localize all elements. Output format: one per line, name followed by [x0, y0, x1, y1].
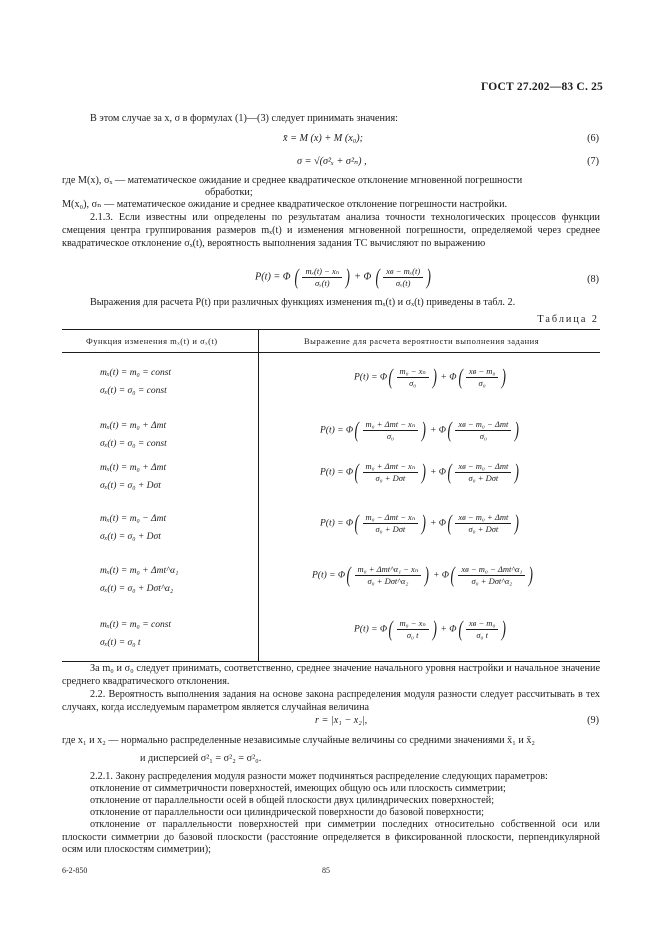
table-cell-function-sigma: σₓ(t) = σ₀ + Dσt — [100, 481, 161, 491]
where-clause-3b: и дисперсией σ²₁ = σ²₂ = σ²₀. — [140, 753, 262, 764]
list-item: отклонение от параллельности осей в общей плоскости двух цилиндрических поверхностей; — [90, 795, 495, 806]
expr-frac2: $\frac{\text{xв − m₀ − Δmt\textasciicircum{}α₁}}{\text{σ₀ + Dσt\textasciicircum{}α₂}}$ — [458, 564, 525, 586]
expr-prefix: P(t) = Φ — [354, 624, 388, 635]
expr-prefix: P(t) = Φ — [354, 372, 388, 383]
table-cell-function-m: mₓ(t) = m₀ + Δmt — [100, 463, 167, 473]
expr-frac2: $\frac{\text{xв − m₀ − Δmt}}{\text{σ₀}}$ — [455, 419, 511, 441]
expr-plus: + Φ — [440, 372, 457, 383]
page-number: 85 — [322, 866, 330, 875]
list-item: отклонение от симметричности поверхностей, имеющих общую ось или плоскость симметрии; — [90, 783, 506, 794]
intro-text: В этом случае за x, σ в формулах (1)—(3) следует принимать значения: — [90, 113, 398, 124]
expr-plus: + Φ — [429, 425, 447, 436]
table-cell-function-m: mₓ(t) = m₀ = const — [100, 368, 172, 378]
paragraph-2-2-1: 2.2.1. Закону распределения модуля разности может подчиняться распределение следующих параметров: — [90, 771, 548, 782]
expr-frac1: $\frac{\text{m₀ − xₙ}}{\text{σ₀ t}}$ — [397, 618, 429, 640]
table-cell-expression: P(t) = Φ( $\frac{\text{m₀ − xₙ}}{\text{σ₀ t}}$ ) + Φ( $\frac{\text{xв − m₀}}{\text{σ₀ t}}$ ) — [354, 616, 507, 642]
paragraph-2-1-3: 2.1.3. Если известны или определены по результатам анализа точности технологических процессов функции смещения центра группирования размеров mₓ(t) и изменения мгновенной погрешности, определяемой через среднее квадратическое отклонение σₓ(t), вероятность выполнения задания ТС вычисляют по выражению — [62, 212, 600, 250]
paragraph-expressions: Выражения для расчета P(t) при различных функциях изменения mₓ(t) и σₓ(t) приведены в табл. 2. — [90, 297, 516, 308]
eq8-frac2: $\frac{\text{xв − mₓ(t)}}{\text{σₓ(t)}}$ — [383, 266, 423, 288]
table-cell-expression: P(t) = Φ( $\frac{\text{m₀ − xₙ}}{\text{σ₀}}$ ) + Φ( $\frac{\text{xв − m₀}}{\text{σ₀}}$ ) — [354, 364, 507, 390]
equation-8: P(t) = Φ ( $\frac{\text{mₓ(t) − xₙ}}{\text{σₓ(t)}}$ ) + Φ ( $\frac{\text{xв − mₓ(t)}}{\text{σₓ(t)}}$ ) — [255, 264, 432, 290]
eq8-frac1: $\frac{\text{mₓ(t) − xₙ}}{\text{σₓ(t)}}$ — [302, 266, 342, 288]
where-clause-1b: обработки; — [205, 187, 253, 198]
expr-frac1: $\frac{\text{m₀ − xₙ}}{\text{σ₀}}$ — [397, 366, 429, 388]
expr-frac2: $\frac{\text{xв − m₀ − Δmt}}{\text{σ₀ + Dσt}}$ — [455, 461, 511, 483]
equation-6: x̄ = M (x) + M (x₀); — [283, 133, 364, 144]
expr-prefix: P(t) = Φ — [320, 518, 354, 529]
equation-9-number: (9) — [587, 715, 599, 726]
list-item: отклонение от параллельности оси цилиндрической поверхности до базовой поверхности; — [90, 807, 485, 818]
table-header-col1: Функция изменения mₓ(t) и σₓ(t) — [86, 336, 218, 346]
table-cell-function-sigma: σₓ(t) = σ₀ = const — [100, 439, 167, 449]
expr-plus: + Φ — [432, 570, 450, 581]
expr-frac1: $\frac{\text{m₀ + Δmt\textasciicircum{}α₁ − xₙ}}{\text{σ₀ + Dσt\textasciicircum{}α₂}}$ — [355, 564, 422, 586]
where-clause-1: где M(x), σₓ — математическое ожидание и среднее квадратическое отклонение мгновенной погрешности — [62, 175, 523, 186]
page-header: ГОСТ 27.202—83 С. 25 — [480, 81, 603, 93]
equation-7: σ = √(σ²ₓ + σ²ₙ) , — [297, 156, 367, 167]
where-clause-3: где x₁ и x₂ — нормально распределенные независимые случайные величины со средними значениями x̄₁ и x̄₂ — [62, 735, 535, 746]
equation-6-number: (6) — [587, 133, 599, 144]
equation-7-number: (7) — [587, 156, 599, 167]
table-cell-function-m: mₓ(t) = m₀ + Δmt — [100, 421, 167, 431]
table-cell-function-m: mₓ(t) = m₀ = const — [100, 620, 172, 630]
table-cell-expression: P(t) = Φ( $\frac{\text{m₀ − Δmt − xₙ}}{\text{σ₀ + Dσt}}$ ) + Φ( $\frac{\text{xв − m₀ + Δmt}}{\text{σ₀ + Dσt}}$ ) — [320, 510, 520, 536]
table-top-rule — [62, 329, 600, 330]
table-cell-expression: P(t) = Φ( $\frac{\text{m₀ + Δmt − xₙ}}{\text{σ₀}}$ ) + Φ( $\frac{\text{xв − m₀ − Δmt}}{\text{σ₀}}$ ) — [320, 417, 520, 443]
table-cell-expression: P(t) = Φ( $\frac{\text{m₀ + Δmt\textasciicircum{}α₁ − xₙ}}{\text{σ₀ + Dσt\textasciicircum{}α₂}}$ ) + Φ( $\frac{\text{xв − m₀ − Δmt\textasciicircum{}α₁}}{\text{σ₀ + Dσt\textasciicircum{}α₂}}$ ) — [312, 562, 534, 588]
expr-plus: + Φ — [429, 518, 447, 529]
table-cell-function-m: mₓ(t) = m₀ + Δmt^α₁ — [100, 566, 179, 576]
expr-frac2: $\frac{\text{xв − m₀ + Δmt}}{\text{σ₀ + Dσt}}$ — [455, 512, 511, 534]
table-cell-function-sigma: σₓ(t) = σ₀ = const — [100, 386, 167, 396]
table-cell-expression: P(t) = Φ( $\frac{\text{m₀ + Δmt − xₙ}}{\text{σ₀ + Dσt}}$ ) + Φ( $\frac{\text{xв − m₀ − Δmt}}{\text{σ₀ + Dσt}}$ ) — [320, 459, 520, 485]
expr-prefix: P(t) = Φ — [320, 467, 354, 478]
table-cell-function-sigma: σₓ(t) = σ₀ t — [100, 638, 141, 648]
table-cell-function-sigma: σₓ(t) = σ₀ + Dσt — [100, 532, 161, 542]
where-clause-2: M(x₀), σₙ — математическое ожидание и среднее квадратическое отклонение погрешности настройки. — [62, 199, 508, 210]
table-header-col2: Выражение для расчета вероятности выполнения задания — [304, 336, 540, 346]
paragraph-after-table: За m₀ и σ₀ следует принимать, соответственно, среднее значение начального уровня настройки и начальное значение среднего квадратического отклонения. — [62, 663, 600, 687]
table-caption: Таблица 2 — [537, 314, 599, 325]
footer-print-code: 6-2-850 — [62, 866, 88, 875]
table-header-rule — [62, 352, 600, 353]
eq8-plus: + Φ — [354, 271, 372, 283]
paragraph-2-2: 2.2. Вероятность выполнения задания на основе закона распределения модуля разности следует рассчитывать в тех случаях, когда исследуемым параметром является случайная величина — [62, 689, 600, 713]
expr-prefix: P(t) = Φ — [312, 570, 346, 581]
expr-plus: + Φ — [440, 624, 457, 635]
eq8-lhs: P(t) = Φ — [255, 271, 291, 283]
table-cell-function-sigma: σₓ(t) = σ₀ + Dσt^α₂ — [100, 584, 174, 594]
expr-frac1: $\frac{\text{m₀ − Δmt − xₙ}}{\text{σ₀ + Dσt}}$ — [363, 512, 419, 534]
expr-frac1: $\frac{\text{m₀ + Δmt − xₙ}}{\text{σ₀ + Dσt}}$ — [363, 461, 419, 483]
equation-8-number: (8) — [587, 274, 599, 285]
table-cell-function-m: mₓ(t) = m₀ − Δmt — [100, 514, 167, 524]
expr-frac2: $\frac{\text{xв − m₀}}{\text{σ₀ t}}$ — [466, 618, 499, 640]
expr-prefix: P(t) = Φ — [320, 425, 354, 436]
expr-frac2: $\frac{\text{xв − m₀}}{\text{σ₀}}$ — [466, 366, 499, 388]
paragraph-last: отклонение от параллельности поверхностей при симметрии последних относительно собственной оси или плоскости симметрии до базовой плоскости (расстояние определяется в фиксированной плоскости, перпендикулярной осям или плоскостям симметрии); — [62, 819, 600, 855]
expr-plus: + Φ — [429, 467, 447, 478]
table-column-divider — [258, 329, 259, 661]
expr-frac1: $\frac{\text{m₀ + Δmt − xₙ}}{\text{σ₀}}$ — [363, 419, 419, 441]
equation-9: r = |x₁ − x₂|, — [315, 715, 368, 726]
